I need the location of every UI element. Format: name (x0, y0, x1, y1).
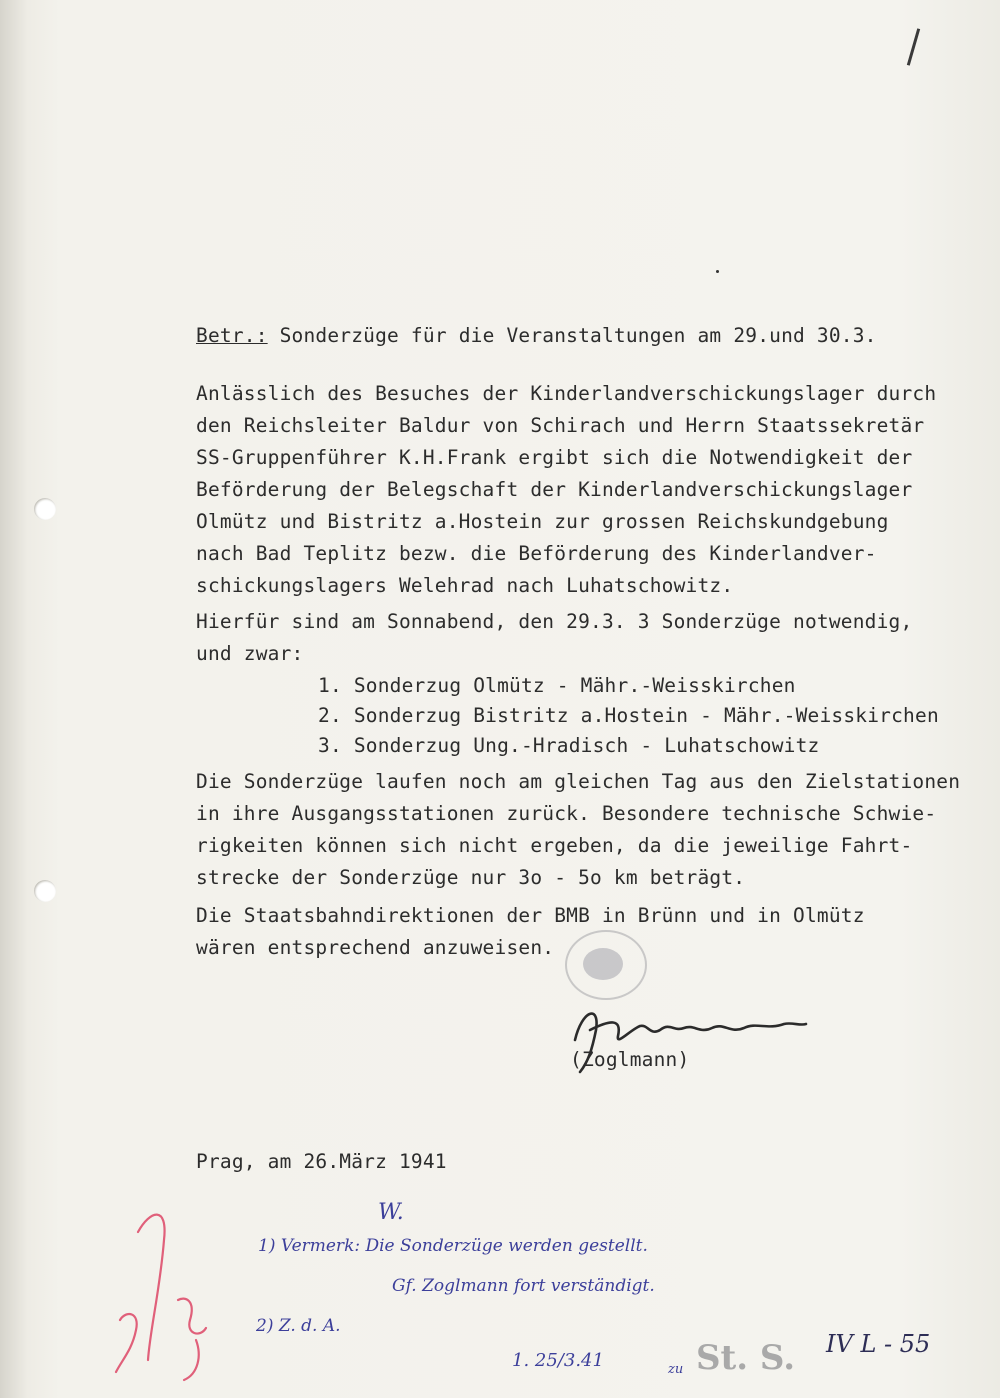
paragraph-1-line: den Reichsleiter Baldur von Schirach und Herrn Staatssekretär (196, 414, 925, 437)
train-list-item: 1. Sonderzug Olmütz - Mähr.-Weisskirchen (318, 674, 796, 697)
paragraph-1-line: Olmütz und Bistritz a.Hostein zur grossen Reichskundgebung (196, 510, 889, 533)
handwritten-initial: W. (378, 1200, 404, 1225)
handwritten-note-line: 1) Vermerk: Die Sonderzüge werden gestellt. (258, 1236, 648, 1256)
paragraph-3-line: strecke der Sonderzüge nur 3o - 5o km beträgt. (196, 866, 746, 889)
paragraph-4-line: wären entsprechend anzuweisen. (196, 936, 555, 959)
paragraph-2-line: Hierfür sind am Sonnabend, den 29.3. 3 Sonderzüge notwendig, (196, 610, 913, 633)
handwritten-zu: zu (668, 1362, 684, 1377)
paragraph-1-line: Beförderung der Belegschaft der Kinderlandverschickungslager (196, 478, 913, 501)
handwritten-date: 1. 25/3.41 (512, 1350, 604, 1371)
subject-label: Betr.: (196, 324, 268, 347)
paragraph-3-line: Die Sonderzüge laufen noch am gleichen Tag aus den Zielstationen (196, 770, 961, 793)
paragraph-1-line: SS-Gruppenführer K.H.Frank ergibt sich die Notwendigkeit der (196, 446, 913, 469)
file-stamp-prefix: St. S. (696, 1338, 796, 1378)
paragraph-1-line: schickungslagers Welehrad nach Luhatschowitz. (196, 574, 734, 597)
signatory-name: (Zoglmann) (570, 1048, 690, 1071)
paragraph-1-line: nach Bad Teplitz bezw. die Beförderung des Kinderlandver- (196, 542, 877, 565)
paragraph-2-line: und zwar: (196, 642, 304, 665)
place-date: Prag, am 26.März 1941 (196, 1150, 447, 1173)
subject-text: Sonderzüge für die Veranstaltungen am 29.und 30.3. (279, 324, 877, 347)
train-list-item: 2. Sonderzug Bistritz a.Hostein - Mähr.-Weisskirchen (318, 704, 939, 727)
paragraph-4-line: Die Staatsbahndirektionen der BMB in Brünn und in Olmütz (196, 904, 865, 927)
paragraph-1-line: Anlässlich des Besuches der Kinderlandverschickungslager durch (196, 382, 937, 405)
train-list-item: 3. Sonderzug Ung.-Hradisch - Luhatschowitz (318, 734, 820, 757)
handwritten-note-line: Gf. Zoglmann fort verständigt. (392, 1276, 655, 1296)
file-reference-number: IV L - 55 (826, 1330, 931, 1358)
paragraph-3-line: rigkeiten können sich nicht ergeben, da die jeweilige Fahrt- (196, 834, 913, 857)
paragraph-3-line: in ihre Ausgangsstationen zurück. Besondere technische Schwie- (196, 802, 937, 825)
handwritten-note-line: 2) Z. d. A. (256, 1316, 341, 1336)
